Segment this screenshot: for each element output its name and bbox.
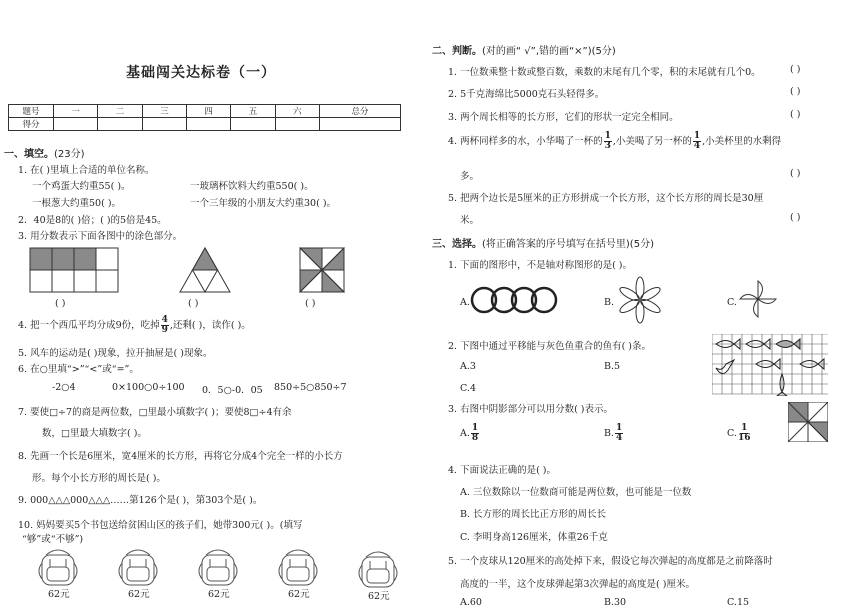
q4-post: ,还剩( )，读作( )。 [169, 320, 251, 331]
opt-label: A. [460, 428, 470, 439]
choice2-opt-c[interactable]: C.4 [460, 383, 476, 394]
backpack-icon [279, 550, 317, 585]
price-label: 62元 [208, 589, 230, 600]
pinwheel-icon [737, 278, 779, 320]
choice-4: 4. 下面说法正确的是( )。 [448, 465, 557, 476]
backpack-icon [359, 552, 397, 587]
q1-4 [18, 316, 251, 335]
frac-num: 4 [161, 315, 168, 325]
choice4-opt-b[interactable]: B. 长方形的周长比正方形的周长长 [460, 509, 607, 520]
fraction-figures [0, 240, 400, 300]
fraction-4-9 [161, 316, 169, 335]
q1-1-d: 一个三年级的小朋友大约重30( )。 [190, 198, 337, 209]
choice4-opt-a[interactable]: A. 三位数除以一位数商可能是两位数，也可能是一位数 [460, 487, 692, 498]
judge4-pre: 4. 两杯同样多的水，小华喝了一杯的 [448, 136, 603, 147]
fraction-1-4 [615, 424, 623, 443]
section3-note: (将正确答案的序号填写在括号里)(5分) [482, 239, 654, 250]
q1-5: 5. 风车的运动是( )现象，拉开抽屉是( )现象。 [18, 348, 213, 359]
q1-7-b: 数，□里最大填数字( )。 [42, 428, 147, 439]
choice3-opt-b[interactable] [604, 424, 624, 443]
shaded-square-figure [788, 402, 828, 442]
q1-9: 9. 000△△△000△△△……第126个是( )，第303个是( )。 [18, 495, 263, 506]
choice1-opt-c[interactable]: C. [727, 297, 737, 308]
fraction-1-16 [738, 424, 751, 443]
judge4-mid: ,小美喝了另一杯的 [612, 136, 692, 147]
fraction-1-8 [471, 424, 479, 443]
score-header-cell: 一 [54, 105, 98, 118]
choice2-opt-a[interactable]: A.3 [460, 361, 476, 372]
judge-5-b: 米。 [460, 215, 480, 226]
compare-item: 850÷5○850÷7 [274, 382, 347, 393]
section2-note: (对的画“ √”,错的画“×”)(5分) [482, 46, 616, 57]
frac-num: 1 [693, 131, 701, 141]
score-table-header-row [9, 105, 401, 118]
score-cell[interactable] [54, 118, 98, 131]
section2-heading-text: 二、判断。 [432, 46, 482, 57]
score-cell[interactable] [186, 118, 230, 131]
section3-heading-text: 三、选择。 [432, 239, 482, 250]
judge-4-line2: 多。 [460, 171, 480, 182]
flower-icon [616, 276, 664, 324]
square-star-figure [300, 248, 344, 292]
fig-blank-1[interactable]: ( ) [55, 298, 66, 309]
score-table [8, 104, 401, 131]
choice-2: 2. 下图中通过平移能与灰色鱼重合的鱼有( )条。 [448, 341, 652, 352]
frac-den: 9 [161, 325, 168, 335]
judge-blank[interactable]: ( ) [790, 168, 801, 179]
choice-3: 3. 右图中阴影部分可以用分数( )表示。 [448, 404, 614, 415]
judge-1: 1. 一位数乘整十数或整百数，乘数的末尾有几个零，积的末尾就有几个0。 [448, 67, 761, 78]
score-cell[interactable] [142, 118, 186, 131]
opt-label: C. [727, 428, 737, 439]
backpack-icon [199, 550, 237, 585]
score-header-cell: 二 [98, 105, 142, 118]
q1-10-a: 10. 妈妈要买5个书包送给贫困山区的孩子们，她带300元( )。(填写 [18, 520, 303, 531]
section1-heading-text: 一、填空。 [4, 149, 54, 160]
frac-den: 4 [693, 141, 701, 151]
choice2-opt-b[interactable]: B.5 [604, 361, 621, 372]
q1-1-text: 1. 在( )里填上合适的单位名称。 [18, 165, 155, 176]
choice5-opt-b[interactable]: B.30 [604, 597, 627, 608]
page-title: 基础闯关达标卷（一） [126, 65, 276, 81]
score-header-cell: 题号 [9, 105, 54, 118]
q4-pre: 4. 把一个西瓜平均分成9份，吃掉 [18, 320, 160, 331]
opt-label: B. [604, 428, 615, 439]
fig-blank-2[interactable]: ( ) [188, 298, 199, 309]
fraction-1-3 [604, 132, 612, 151]
frac-den: 8 [471, 433, 479, 443]
q1-6: 6. 在○里填“>”“<”或“=”。 [18, 364, 139, 375]
choice5-opt-a[interactable]: A.60 [460, 597, 482, 608]
backpack-icon [39, 550, 77, 585]
section2-heading [432, 42, 616, 57]
choice-5-a: 5. 一个皮球从120厘米的高处掉下来，假设它每次弹起的高度都是之前降落时 [448, 556, 773, 567]
judge-3: 3. 两个周长相等的长方形，它们的形状一定完全相同。 [448, 112, 679, 123]
score-row-label: 得分 [9, 118, 54, 131]
compare-item: -2○4 [52, 382, 76, 393]
choice3-opt-a[interactable] [460, 424, 480, 443]
judge-blank[interactable]: ( ) [790, 86, 801, 97]
score-header-cell: 三 [142, 105, 186, 118]
fig-blank-3[interactable]: ( ) [305, 298, 316, 309]
choice1-opt-a[interactable]: A. [460, 297, 470, 308]
score-cell[interactable] [231, 118, 275, 131]
backpack-icon [119, 550, 157, 585]
score-cell[interactable] [275, 118, 319, 131]
rectangle-grid-figure [30, 248, 118, 292]
section1-heading [4, 145, 85, 160]
choice4-opt-c[interactable]: C. 李明身高126厘米，体重26千克 [460, 532, 608, 543]
price-label: 62元 [128, 589, 150, 600]
q1-3: 3. 用分数表示下面各图中的涂色部分。 [18, 231, 183, 242]
score-header-cell: 五 [231, 105, 275, 118]
choice3-opt-c[interactable] [727, 424, 751, 443]
q1-8-a: 8. 先画一个长是6厘米，宽4厘米的长方形，再将它分成4个完全一样的小长方 [18, 451, 343, 462]
section1-note: (23分) [54, 149, 85, 160]
price-label: 62元 [48, 589, 70, 600]
choice-5-b: 高度的一半，这个皮球弹起第3次弹起的高度是( )厘米。 [460, 579, 695, 590]
frac-num: 1 [471, 423, 479, 433]
judge4-post: ,小美杯里的水剩得 [702, 136, 782, 147]
q1-8-b: 形。每个小长方形的周长是( )。 [32, 473, 166, 484]
fish-grid-figure [712, 334, 828, 396]
judge-blank[interactable]: ( ) [790, 212, 801, 223]
q1-2: 2．40是8的( )倍；( )的5倍是45。 [18, 215, 167, 226]
backpack-row [0, 545, 420, 589]
frac-num: 1 [741, 423, 748, 433]
choice1-opt-b[interactable]: B. [604, 297, 615, 308]
q1-1-a: 一个鸡蛋大约重55( )。 [32, 181, 131, 192]
judge-5-a: 5. 把两个边长是5厘米的正方形拼成一个长方形，这个长方形的周长是30厘 [448, 193, 764, 204]
choice5-opt-c[interactable]: C.15 [727, 597, 750, 608]
section3-heading [432, 235, 654, 250]
frac-den: 16 [737, 433, 751, 443]
price-label: 62元 [368, 591, 390, 602]
q1-10-b: “够”或“不够”) [22, 534, 84, 545]
score-cell[interactable] [320, 118, 401, 131]
compare-item: 0×100○0÷100 [112, 382, 185, 393]
fraction-1-4 [693, 132, 701, 151]
frac-num: 1 [604, 131, 611, 141]
judge-4 [448, 132, 781, 151]
fish-icon [776, 339, 800, 349]
score-header-cell: 四 [186, 105, 230, 118]
q1-1-b: 一玻璃杯饮料大约重550( )。 [190, 181, 314, 192]
olympic-rings-icon [470, 283, 566, 317]
score-header-cell: 总分 [320, 105, 401, 118]
fish-icon [716, 360, 734, 374]
judge-blank[interactable]: ( ) [790, 64, 801, 75]
price-label: 62元 [288, 589, 310, 600]
compare-item: 0．5○-0．05 [202, 385, 263, 396]
choice-1: 1. 下面的图形中，不是轴对称图形的是( )。 [448, 260, 633, 271]
frac-num: 1 [616, 423, 623, 433]
judge-2: 2. 5千克海绵比5000克石头轻得多。 [448, 89, 605, 100]
score-header-cell: 六 [275, 105, 319, 118]
q1-1-c: 一根葱大约重50( )。 [32, 198, 122, 209]
frac-den: 4 [616, 433, 623, 443]
frac-den: 3 [604, 141, 611, 151]
score-table-score-row [9, 118, 401, 131]
judge-blank[interactable]: ( ) [790, 109, 801, 120]
q1-7-a: 7. 要使□÷7的商是两位数，□里最小填数字( )；要使8□÷4有余 [18, 407, 292, 418]
triangle-figure [180, 248, 230, 292]
score-cell[interactable] [98, 118, 142, 131]
